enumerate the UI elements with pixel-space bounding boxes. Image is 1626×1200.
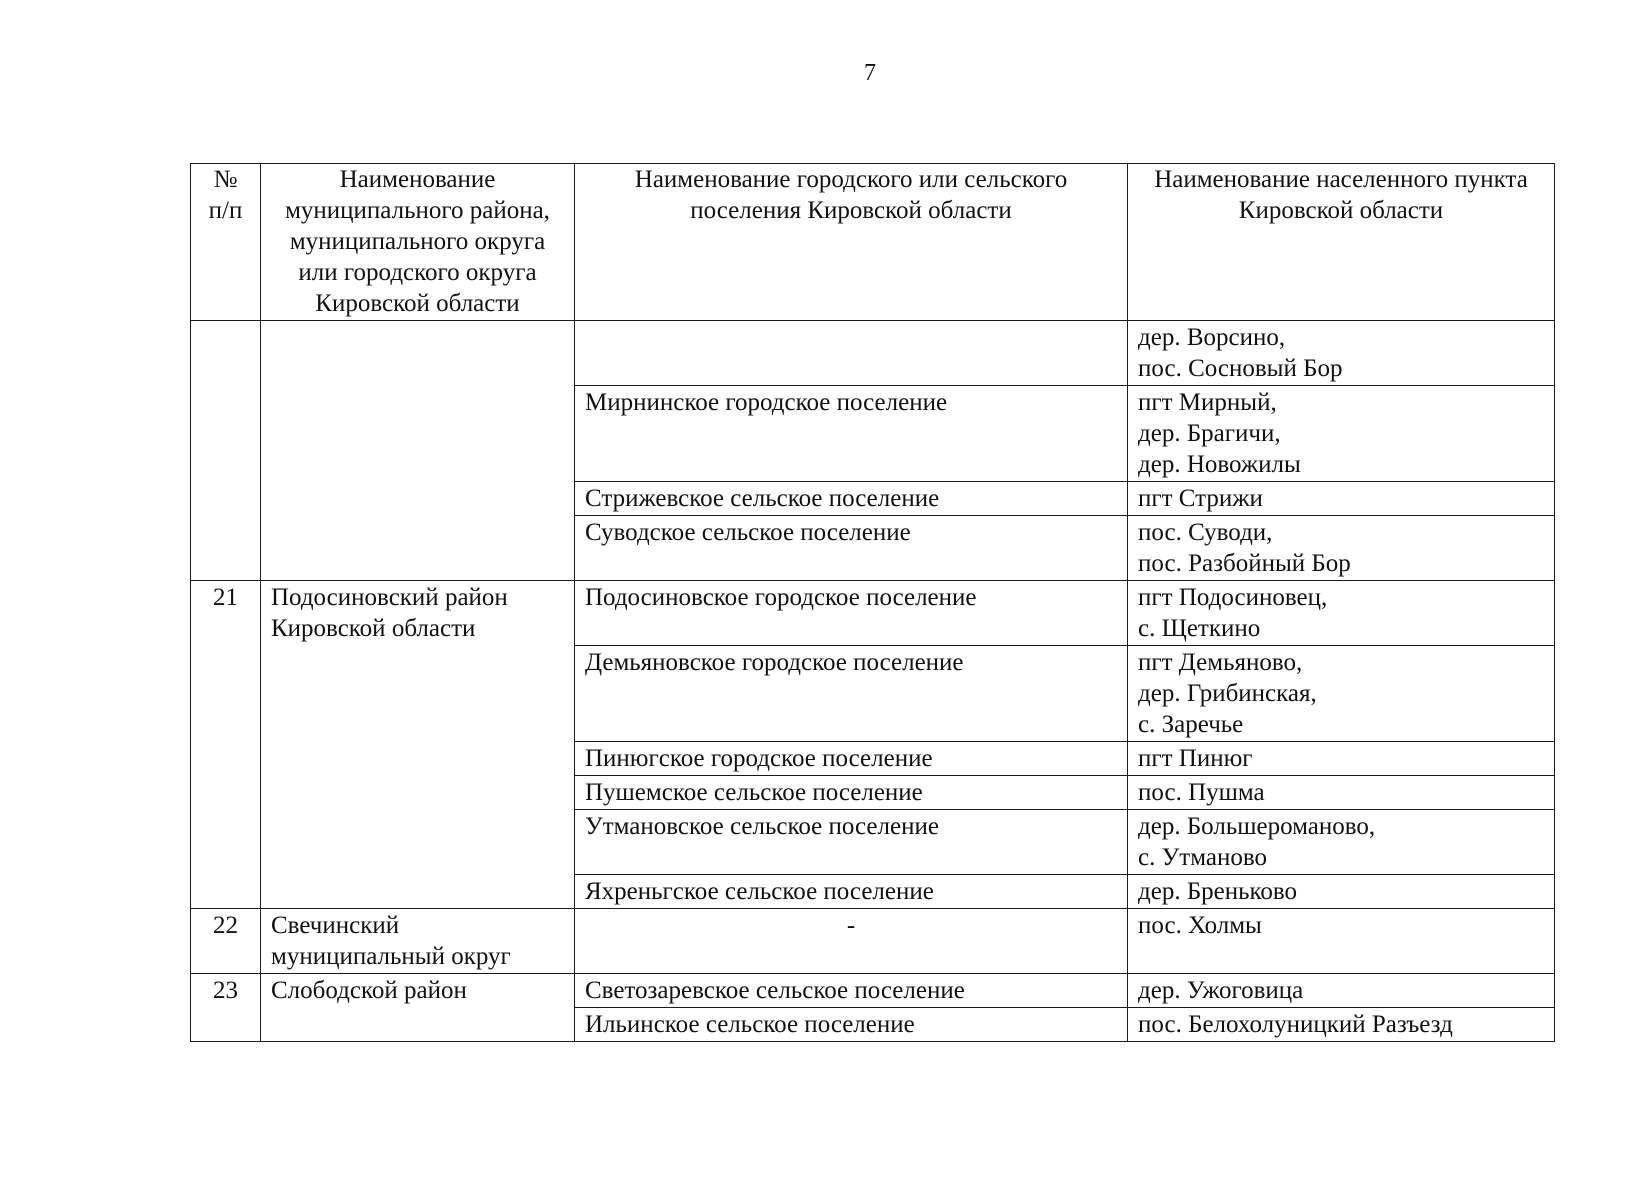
row-localities	[1128, 1008, 1555, 1042]
locality-item: пос. Суводи,	[1138, 519, 1273, 546]
table-row	[191, 321, 1555, 386]
locality-item: с. Утманово	[1138, 844, 1267, 871]
locality-item: пгт Пинюг	[1138, 745, 1253, 772]
row-localities	[1128, 482, 1555, 516]
row-localities	[1128, 516, 1555, 581]
table-row	[191, 974, 1555, 1008]
header-num: № п/п	[191, 164, 261, 321]
table-row	[191, 909, 1555, 974]
row-localities	[1128, 810, 1555, 875]
locality-item: пгт Демьяново,	[1138, 649, 1303, 676]
row-settlement: Утмановское сельское поселение	[575, 810, 1128, 875]
header-locality: Наименование населенного пункта Кировской области	[1128, 164, 1555, 321]
row-localities	[1128, 321, 1555, 386]
locality-item: с. Щеткино	[1138, 615, 1261, 642]
row-localities	[1128, 646, 1555, 742]
row-settlement: Стрижевское сельское поселение	[575, 482, 1128, 516]
header-district: Наименование муниципального района, муниципального округа или городского округа Кировской области	[261, 164, 575, 321]
row-district: Слободской район	[261, 974, 575, 1042]
row-settlement: Яхреньгское сельское поселение	[575, 875, 1128, 909]
row-num: 22	[191, 909, 261, 974]
row-localities	[1128, 386, 1555, 482]
locality-item: дер. Ужоговица	[1138, 977, 1304, 1004]
locality-item: дер. Ворсино,	[1138, 324, 1286, 351]
row-district	[261, 321, 575, 581]
row-num	[191, 321, 261, 581]
row-settlement: Пушемское сельское поселение	[575, 776, 1128, 810]
locality-item: пос. Белохолуницкий Разъезд	[1138, 1011, 1453, 1038]
row-localities	[1128, 909, 1555, 974]
locality-item: дер. Грибинская,	[1138, 680, 1317, 707]
locality-item: пос. Пушма	[1138, 779, 1265, 806]
locality-item: дер. Брагичи,	[1138, 420, 1281, 447]
settlements-table	[190, 163, 1555, 1042]
locality-item: дер. Бреньково	[1138, 878, 1298, 905]
locality-item: пгт Подосиновец,	[1138, 584, 1328, 611]
row-localities	[1128, 974, 1555, 1008]
row-settlement: Суводское сельское поселение	[575, 516, 1128, 581]
locality-item: пгт Мирный,	[1138, 389, 1277, 416]
header-settlement: Наименование городского или сельского поселения Кировской области	[575, 164, 1128, 321]
locality-item: пос. Сосновый Бор	[1138, 355, 1343, 382]
row-settlement: Пинюгское городское поселение	[575, 742, 1128, 776]
row-localities	[1128, 875, 1555, 909]
row-localities	[1128, 742, 1555, 776]
row-localities	[1128, 581, 1555, 646]
locality-item: дер. Большероманово,	[1138, 813, 1376, 840]
row-localities	[1128, 776, 1555, 810]
table-row	[191, 581, 1555, 646]
row-settlement: -	[575, 909, 1128, 974]
row-settlement: Демьяновское городское поселение	[575, 646, 1128, 742]
locality-item: пгт Стрижи	[1138, 485, 1263, 512]
row-settlement: Светозаревское сельское поселение	[575, 974, 1128, 1008]
table-header-row	[191, 164, 1555, 321]
row-settlement: Мирнинское городское поселение	[575, 386, 1128, 482]
locality-item: дер. Новожилы	[1138, 451, 1301, 478]
row-district: Свечинский муниципальный округ	[261, 909, 575, 974]
row-settlement	[575, 321, 1128, 386]
locality-item: пос. Разбойный Бор	[1138, 550, 1351, 577]
locality-item: с. Заречье	[1138, 711, 1244, 738]
row-num: 23	[191, 974, 261, 1042]
row-settlement: Ильинское сельское поселение	[575, 1008, 1128, 1042]
page-number: 7	[864, 60, 876, 86]
locality-item: пос. Холмы	[1138, 912, 1262, 939]
row-settlement: Подосиновское городское поселение	[575, 581, 1128, 646]
row-district: Подосиновский район Кировской области	[261, 581, 575, 909]
row-num: 21	[191, 581, 261, 909]
